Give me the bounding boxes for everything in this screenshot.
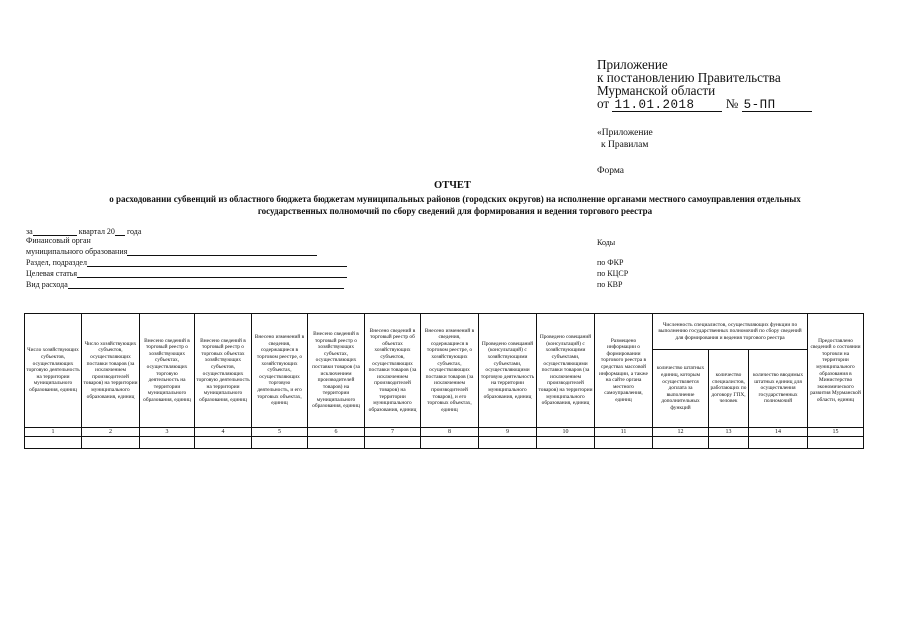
appendix-line-2: к постановлению Правительства: [597, 70, 781, 85]
target-label: Целевая статья: [26, 269, 78, 278]
data-cell[interactable]: [537, 437, 595, 449]
data-cell[interactable]: [808, 437, 864, 449]
target-blank[interactable]: [77, 268, 347, 278]
data-cell[interactable]: [479, 437, 537, 449]
header-cell: Число хозяйствующих субъектов, осуществляющих торговую деятельность на территории муниципального образования, единиц: [25, 314, 82, 428]
report-subtitle-line-1: о расходовании субвенций из областного бюджета бюджетам муниципальных районов (городских округов) на исполнение органами местного самоуправления отдельных: [109, 194, 801, 204]
report-subtitle-line-2: государственных полномочий по сбору сведений для формирования и ведения торгового реестра: [257, 206, 653, 216]
fin-organ-label: Финансовый орган: [26, 236, 91, 245]
data-cell[interactable]: [421, 437, 479, 449]
order-number-label: №: [725, 96, 739, 111]
municipality-blank[interactable]: [127, 246, 317, 256]
period-field: [26, 226, 141, 236]
report-table: [24, 313, 864, 449]
header-cell: Проведено совещаний (консультаций) с хозяйствующими субъектами, осуществляющими торговую деятельность на территории муниципального образования, единиц: [479, 314, 537, 428]
data-cell[interactable]: [749, 437, 808, 449]
column-number: 12: [653, 428, 709, 437]
data-cell[interactable]: [25, 437, 82, 449]
appendix-line-1: Приложение: [597, 57, 668, 72]
rules-line-2: к Правилам: [601, 140, 649, 150]
column-number: 15: [808, 428, 864, 437]
column-number: 10: [537, 428, 595, 437]
column-number: 8: [421, 428, 479, 437]
subheader-cell: количество специалистов, работающих по договору ГПХ, человек: [709, 350, 749, 428]
codes-header: Коды: [597, 238, 616, 247]
column-number: 13: [709, 428, 749, 437]
data-cell[interactable]: [365, 437, 421, 449]
header-cell: Число хозяйствующих субъектов, осуществляющих поставки товаров (за исключением производителей товаров) на территории муниципального образования, единиц: [82, 314, 140, 428]
expense-type-field: [26, 279, 344, 289]
data-row: [25, 437, 864, 449]
header-cell: Предоставлено сведений о состоянии торговли на территории муниципального образования в Министерство экономического развития Мурманской области, единиц: [808, 314, 864, 428]
header-cell: Внесено изменений в сведения, содержащиеся в торговом реестре, о хозяйствующих субъектах, осуществляющих поставки товаров (за исключением производителей товаров), и его торговых объектах, единиц: [421, 314, 479, 428]
data-cell[interactable]: [653, 437, 709, 449]
data-cell[interactable]: [308, 437, 365, 449]
quarter-blank[interactable]: [33, 226, 77, 236]
appendix-line-3: Мурманской области: [597, 83, 716, 98]
year-blank[interactable]: [115, 226, 125, 236]
column-number: 11: [595, 428, 653, 437]
period-suffix: года: [126, 227, 142, 236]
order-from-label: от: [597, 96, 610, 111]
data-cell[interactable]: [82, 437, 140, 449]
subheader-cell: количество вводимых штатных единиц для осуществления государственных полномочий: [749, 350, 808, 428]
form-label: Форма: [597, 166, 625, 176]
code-fkr-label: по ФКР: [597, 258, 624, 267]
column-number: 1: [25, 428, 82, 437]
code-kcsr-label: по КЦСР: [597, 269, 629, 278]
header-cell: Внесено сведений в торговый реестр об объектах хозяйствующих субъектов, осуществляющих поставки товаров (за исключением производителей товаров) на территории муниципального образования, единиц: [365, 314, 421, 428]
order-date: 11.01.2018: [612, 99, 722, 112]
column-number: 5: [252, 428, 308, 437]
target-field: [26, 268, 347, 278]
header-cell: Проведено совещаний (консультаций) с хозяйствующими субъектами, осуществляющими поставки товаров (за исключением производителей товаров) на территории муниципального образования, единиц: [537, 314, 595, 428]
municipality-field: [26, 246, 317, 256]
subheader-cell: количество штатных единиц, которым осуществляется доплата за выполнение дополнительных функций: [653, 350, 709, 428]
section-field: [26, 257, 347, 267]
period-mid: квартал 20: [78, 227, 115, 236]
appendix-block: [597, 58, 812, 112]
header-cell: Внесено сведений в торговый реестр о хозяйствующих субъектах, осуществляющих торговую деятельность на территории муниципального образования, единиц: [140, 314, 195, 428]
header-cell: Внесено сведений в торговый реестр о хозяйствующих субъектах, осуществляющих поставки товаров (за исключением производителей товаров) на территории муниципального образования, единиц: [308, 314, 365, 428]
period-prefix: за: [26, 227, 33, 236]
rules-line-1: «Приложение: [597, 128, 653, 138]
column-number: 2: [82, 428, 140, 437]
section-label: Раздел, подраздел: [26, 258, 87, 267]
order-number: 5-ПП: [742, 99, 812, 112]
column-number: 14: [749, 428, 808, 437]
order-line: [597, 97, 812, 112]
column-number: 7: [365, 428, 421, 437]
header-cell: Внесено сведений в торговый реестр о торговых объектах хозяйствующих субъектов, осуществляющих торговую деятельность на территории муниципального образования, единиц: [195, 314, 252, 428]
data-cell[interactable]: [252, 437, 308, 449]
column-number: 3: [140, 428, 195, 437]
column-number: 6: [308, 428, 365, 437]
data-cell[interactable]: [195, 437, 252, 449]
header-cell: Размещено информации о формировании торгового реестра в средствах массовой информации, а также на сайте органа местного самоуправления, единиц: [595, 314, 653, 428]
data-cell[interactable]: [709, 437, 749, 449]
data-cell[interactable]: [140, 437, 195, 449]
code-kvr-label: по КВР: [597, 280, 623, 289]
section-blank[interactable]: [87, 257, 347, 267]
column-number: 4: [195, 428, 252, 437]
column-number: 9: [479, 428, 537, 437]
header-cell: Внесено изменений в сведения, содержащиеся в торговом реестре, о хозяйствующих субъектах, осуществляющих торговую деятельность, и его торговых объектах, единиц: [252, 314, 308, 428]
group-header-cell: Численность специалистов, осуществляющих функции по выполнению государственных полномочий по сбору сведений для формирования и ведения торгового реестра: [653, 314, 808, 350]
data-cell[interactable]: [595, 437, 653, 449]
rules-reference: [597, 127, 653, 151]
expense-type-label: Вид расхода: [26, 280, 68, 289]
expense-type-blank[interactable]: [68, 279, 344, 289]
report-subtitle: [60, 193, 850, 217]
municipality-label: муниципального образования: [26, 247, 128, 256]
report-title: ОТЧЕТ: [434, 180, 471, 191]
